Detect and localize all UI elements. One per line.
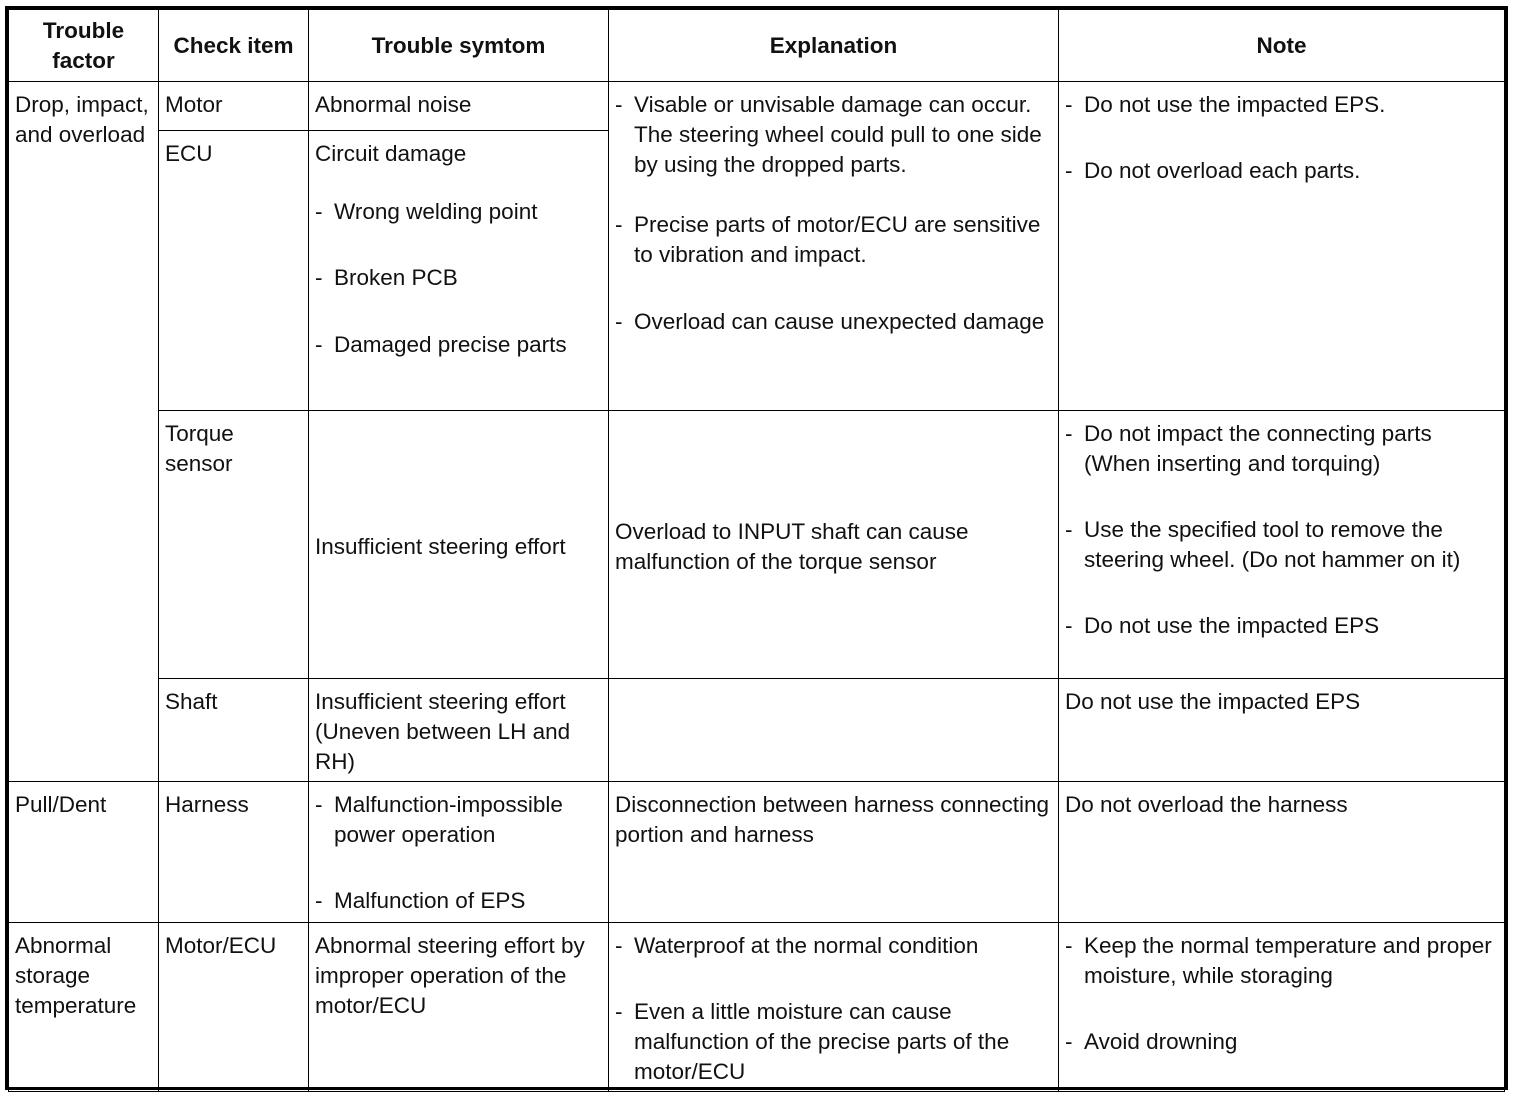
symptom-item: Broken PCB [334,265,458,290]
symptom-uneven-steering: Insufficient steering effort (Uneven between LH and RH) [309,679,609,782]
explanation-item: Waterproof at the normal condition [634,933,979,958]
check-item-motor: Motor [159,82,309,131]
check-item-harness: Harness [159,782,309,923]
note-harness: Do not overload the harness [1059,782,1505,923]
factor-drop-impact-overload: Drop, impact, and overload [9,82,159,782]
explanation-item: Visable or unvisable damage can occur. The steering wheel could pull to one side by using the dropped parts. [634,92,1042,177]
table-row-motor [9,82,1505,131]
table-row-torque-sensor [9,411,1505,679]
symptom-item: Damaged precise parts [334,332,567,357]
factor-pull-dent: Pull/Dent [9,782,159,923]
explanation-shaft [609,679,1059,782]
note-item: Do not use the impacted EPS. [1084,92,1386,117]
note-motor-ecu: - Do not use the impacted EPS. - Do not overload each parts. [1059,82,1505,411]
header-trouble-symptom: Trouble symtom [309,10,609,82]
note-torque-sensor: - Do not impact the connecting parts (When inserting and torquing) - Use the specified tool to remove the steering wheel. (Do not hammer on it) - Do not use the impacted EPS [1059,411,1505,679]
explanation-item: Precise parts of motor/ECU are sensitive to vibration and impact. [634,212,1041,267]
note-shaft: Do not use the impacted EPS [1059,679,1505,782]
symptom-item: Malfunction of EPS [334,888,526,913]
symptom-insufficient-steering: Insufficient steering effort [309,411,609,679]
explanation-item: Overload can cause unexpected damage [634,309,1045,334]
note-item: Do not use the impacted EPS [1084,613,1380,638]
factor-abnormal-storage-temperature: Abnormal storage temperature [9,923,159,1092]
note-item: Do not overload each parts. [1084,158,1361,183]
check-item-torque-sensor: Torque sensor [159,411,309,679]
header-check-item: Check item [159,10,309,82]
explanation-item: Even a little moisture can cause malfunction of the precise parts of the motor/ECU [634,999,1010,1084]
note-item: Keep the normal temperature and proper moisture, while storaging [1084,933,1492,988]
note-item: Avoid drowning [1084,1029,1238,1054]
explanation-motor-ecu: - Visable or unvisable damage can occur. The steering wheel could pull to one side by using the dropped parts. - Precise parts of motor/ECU are sensitive to vibration and impact. - Overload can cause unexpected damage [609,82,1059,411]
explanation-torque-sensor: Overload to INPUT shaft can cause malfunction of the torque sensor [609,411,1059,679]
trouble-table [8,9,1505,1092]
note-storage: - Keep the normal temperature and proper moisture, while storaging - Avoid drowning [1059,923,1505,1092]
symptom-circuit-damage: Circuit damage - Wrong welding point - Broken PCB - Damaged precise parts [309,131,609,411]
symptom-harness: - Malfunction-impossible power operation - Malfunction of EPS [309,782,609,923]
table-row-harness [9,782,1505,923]
header-trouble-factor: Trouble factor [9,10,159,82]
symptom-abnormal-steering: Abnormal steering effort by improper operation of the motor/ECU [309,923,609,1092]
symptom-item: Wrong welding point [334,199,538,224]
symptom-abnormal-noise: Abnormal noise [309,82,609,131]
symptom-title: Circuit damage [315,141,467,166]
header-row [9,10,1505,82]
check-item-motor-ecu: Motor/ECU [159,923,309,1092]
table-row-motor-ecu [9,923,1505,1092]
check-item-ecu: ECU [159,131,309,411]
header-note: Note [1059,10,1505,82]
explanation-storage: - Waterproof at the normal condition - Even a little moisture can cause malfunction of the precise parts of the motor/ECU [609,923,1059,1092]
note-item: Use the specified tool to remove the steering wheel. (Do not hammer on it) [1084,517,1461,572]
check-item-shaft: Shaft [159,679,309,782]
table-row-shaft [9,679,1505,782]
symptom-item: Malfunction-impossible power operation [334,792,563,847]
trouble-table-page [5,6,1508,1090]
note-item: Do not impact the connecting parts (When inserting and torquing) [1084,421,1432,476]
explanation-harness: Disconnection between harness connecting portion and harness [609,782,1059,923]
header-explanation: Explanation [609,10,1059,82]
